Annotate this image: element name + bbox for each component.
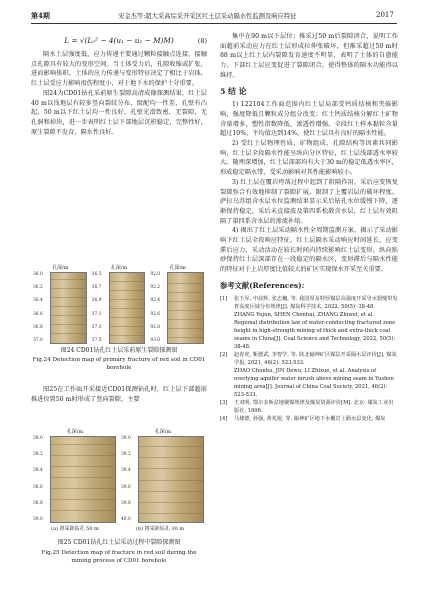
reference-number — [220, 367, 234, 399]
figure-24-caption-en: Fig.24 Detection map of primary fracture of red soil in CD01 borehole — [32, 357, 206, 371]
strip-texture-band — [51, 499, 115, 500]
depth-axis-title: 孔深/m — [52, 265, 69, 271]
strip-texture-band — [51, 477, 115, 478]
depth-axis-title: 孔深/m — [110, 265, 128, 271]
depth-tick-label: 39.6 — [121, 484, 131, 490]
depth-tick-label: 38.4 — [33, 468, 43, 474]
header-rule — [31, 23, 397, 24]
depth-tick-label: 92.6 — [150, 311, 161, 317]
borehole-image-strip — [109, 272, 146, 344]
depth-tick-label: 39.0 — [121, 436, 131, 441]
reference-number: [1] — [220, 295, 228, 302]
paragraph: 集中在90 m以下层位；推采过50 m后裂隙闭合，说明工作面超前采动应力在红土层形成拉伸张破坏，但推采超过50 m时88 m以上红土层内裂隙发育速度不明显，表明了土体的自愈能力。下部红土层应变促进了裂隙闭合，使得整体的隔水功能得以维持。 — [220, 33, 398, 79]
depth-tick-label: 39.0 — [33, 517, 43, 522]
paragraph: 图25在工作面开采接近CD01探测钻孔时，红土层下部超前推进位置50 m时形成了竖向裂隙，主要 — [31, 386, 207, 403]
reference-number: [2] — [220, 351, 228, 358]
strip-texture-band — [51, 510, 115, 511]
strip-texture-band — [139, 457, 203, 458]
reference-number: [3] — [220, 399, 228, 406]
borehole-image-strip — [50, 272, 87, 344]
depth-ticks — [33, 436, 49, 521]
depth-tick-label: 38.6 — [33, 484, 43, 490]
depth-tick-label: 39.2 — [121, 452, 131, 458]
borehole-column — [31, 428, 119, 523]
strip-texture-band — [51, 333, 86, 334]
reference-item — [220, 399, 398, 415]
conclusion-4: 4) 揭出了红土层采动隔水性全周期监测方案，揭示了采动影响下红土层全段响应特征，红土层隔水采动响应时间延长，应变滞后应力，采动活动在较长时间内持续影响红土层变形。纵向贴砂保持红土层深部存在一段稳定的隔水区，变形滞后与隔水性能的特征对于上岩厚度比值较大的矿区实现保水开采至关重要。 — [220, 227, 398, 274]
figure-24 — [31, 264, 207, 344]
depth-tick-label: 36.4 — [33, 298, 43, 304]
depth-tick-label: 92.0 — [150, 272, 161, 277]
paragraph: 隔水土层强度低，应力传递主要通过颗粒接触点连接，接触点孔隙具有较大的变形空间。当土体受力后，孔隙收缩或扩张，进而影响体积。土体的应力传递与变形特征决定了相比于岩体，红土层受应力影响很伤程度小，对于地下水的保护十分重要。 — [31, 51, 207, 88]
figure-25-sublabel-a: (a) 推采距钻孔 50 m — [51, 526, 99, 532]
formula-number: (8) — [197, 37, 207, 45]
conclusion-1: 1) 122104工作面范围内红土层局部受钙质结核和夹砾影响，强度降低且颗粒成分组分改变；红土钙质结核分解红土矿物含量增多，塑性指数降低，渗透性增强。全段红土样本黏粒含量超过10%，平均值达到14%，使红土层具有良好的隔水性能。 — [220, 101, 398, 138]
paragraph: 图24为CD01钻孔采前原生裂隙高清成像探测结果，红土层40 m以浅地层有较多竖向裂纹分布，级配均一性差，孔壁有凸起，50 m以下红土层均一性良好，孔壁光滑致密，无裂隙，无孔洞和掉块，进一步表明红土层下部地层沉积稳定，完整性好，原生裂隙不发育，隔水性良好。 — [31, 89, 207, 136]
conclusion-3: 3) 红土层在覆岩垮落过程中起到了阻隔作用，采后应变恢复裂隙弥合有效地抑制了裂隙扩展，限制了上覆岩层的破坏程度。萨拉乌苏组含水层水位监测结果显示采后钻孔水位缓慢下降，逐渐保持稳定，采后未直接波及第四系松散含水层，红土层有效阻隔了第四系含水层的渗流补给。 — [220, 178, 398, 225]
depth-axis-title: 孔深/m — [169, 265, 186, 271]
depth-tick-label: 39.4 — [121, 468, 131, 474]
reference-item — [220, 415, 398, 423]
reference-list — [220, 295, 398, 423]
reference-text: 马雄德, 孙强, 黄兆锟, 等. 榆神矿区地下水覆岩上隔水层变化, 煤炭 — [234, 415, 386, 422]
left-column-lower — [31, 385, 207, 404]
reference-item — [220, 295, 398, 311]
depth-tick-label: 37.0 — [33, 338, 43, 343]
depth-tick-label: 36.2 — [33, 285, 43, 291]
strip-texture-band — [168, 328, 203, 329]
reference-item — [220, 311, 398, 351]
figure-25-caption-en: Fig.25 Detection map of fracture in red soil during the mining process of CD01 borehole — [41, 550, 197, 564]
figure-25-sublabel-b: (b) 推采距钻孔 30 m — [136, 526, 184, 532]
figure-25-caption-cn: 图25 CD01钻孔红土层采动过程中裂隙探测图 — [57, 539, 181, 546]
borehole-column — [90, 264, 149, 344]
strip-texture-band — [51, 288, 86, 289]
borehole-image-strip — [50, 436, 116, 523]
borehole-image-strip — [138, 436, 204, 523]
depth-tick-label: 37.1 — [91, 311, 102, 317]
strip-texture-band — [168, 301, 203, 302]
strip-texture-band — [168, 283, 203, 284]
borehole-column — [148, 264, 207, 344]
strip-texture-band — [51, 488, 115, 489]
strip-texture-band — [110, 308, 145, 309]
depth-tick-label: 36.8 — [33, 324, 43, 330]
reference-text: 王双明. 鄂尔多斯盆地聚煤规律及煤炭资源评价[M]. 北京: 煤炭工业出版社, 1996. — [234, 399, 394, 414]
reference-text: ZHANG Yujun, SHEN Chenhui, ZHANG Zhiwei, et al. Regional distribution law of water-conducting fractured zone height in high-strength mining of thick and extra-thick coal seams in China[J]. Coal Science and Technology, 2022, 50(5): 38-48. — [234, 311, 396, 350]
figure-24-caption-cn: 图24 CD01钻孔红土层采前原生裂隙探测图 — [60, 347, 178, 354]
strip-texture-band — [139, 502, 203, 503]
formula-text: L = √(L₀² − 4(u₁ − u₂ − M)M) — [64, 36, 174, 45]
strip-texture-band — [51, 455, 115, 456]
strip-texture-band — [168, 310, 203, 311]
strip-texture-band — [110, 326, 145, 327]
borehole-image-strip — [167, 272, 204, 344]
strip-texture-band — [51, 444, 115, 445]
depth-tick-label: 92.8 — [150, 324, 161, 330]
strip-texture-band — [51, 315, 86, 316]
strip-texture-band — [110, 299, 145, 300]
right-column — [220, 32, 398, 423]
strip-texture-band — [168, 337, 203, 338]
reference-number: [4] — [220, 415, 228, 422]
page-header — [0, 0, 427, 28]
reference-number — [220, 311, 234, 351]
strip-texture-band — [110, 335, 145, 336]
strip-texture-band — [139, 491, 203, 492]
depth-ticks — [92, 272, 108, 342]
depth-ticks — [150, 272, 166, 342]
depth-tick-label: 36.0 — [33, 272, 43, 277]
strip-texture-band — [139, 446, 203, 447]
strip-texture-band — [168, 292, 203, 293]
figure-25 — [31, 428, 207, 523]
depth-ticks — [121, 436, 137, 521]
reference-text: 赵春虎, 靳德武, 李智学, 等. 陕北榆神矿区煤层开采隔水层评价[J]. 煤炭学报, 2021, 46(2): 523-533. — [234, 351, 397, 366]
depth-tick-label: 36.9 — [91, 298, 102, 304]
depth-tick-label: 36.5 — [91, 272, 102, 277]
strip-texture-band — [139, 480, 203, 481]
issue-label: 第4期 — [31, 11, 50, 20]
depth-tick-label: 40.0 — [121, 517, 131, 522]
depth-tick-label: 37.5 — [91, 338, 102, 343]
references-title: 参考文献(References): — [220, 280, 305, 290]
strip-texture-band — [51, 324, 86, 325]
page-number: 2017 — [376, 11, 394, 19]
depth-tick-label: 39.8 — [121, 500, 131, 506]
depth-tick-label: 36.7 — [91, 285, 102, 291]
depth-axis-title: 孔深/m — [66, 429, 84, 435]
depth-tick-label: 37.3 — [91, 324, 102, 330]
reference-text: 张玉军, 申晨辉, 张志巍, 等. 我国厚及特厚煤层高强度开采导水裂缝带发育高度区域分布规律[J]. 煤炭科学技术, 2022, 50(5): 38-48. — [234, 295, 398, 310]
strip-texture-band — [51, 279, 86, 280]
running-title: 宋金杰等:超大采高综采开采区红土层采动隔水性监测及响应特征 — [118, 13, 297, 20]
conclusion-2: 2) 受红土层物理性质、矿物组成、孔隙结构等因素共同影响，红土层全段隔水性能呈纵向分区特征，红土层浅部透水率较大。随埋深增加，红土层深部均有大于30 m的稳定低透水率区，形成稳定隔水带，受采动影响对其性能影响较小。 — [220, 140, 398, 177]
depth-tick-label: 92.2 — [150, 285, 161, 291]
strip-texture-band — [110, 290, 145, 291]
depth-tick-label: 38.0 — [33, 436, 43, 441]
reference-item — [220, 351, 398, 367]
borehole-column — [31, 264, 90, 344]
depth-tick-label: 38.8 — [33, 500, 43, 506]
formula-8 — [31, 32, 207, 50]
depth-tick-label: 93.0 — [150, 338, 161, 343]
section-title: 5 结 论 — [220, 86, 247, 96]
strip-texture-band — [51, 297, 86, 298]
strip-texture-band — [110, 281, 145, 282]
depth-ticks — [33, 272, 49, 342]
borehole-column — [119, 428, 207, 523]
strip-texture-band — [139, 468, 203, 469]
strip-texture-band — [168, 319, 203, 320]
strip-texture-band — [51, 466, 115, 467]
depth-axis-title: 孔深/m — [154, 429, 172, 435]
left-column — [31, 32, 207, 137]
reference-item — [220, 367, 398, 399]
strip-texture-band — [110, 317, 145, 318]
strip-texture-band — [51, 306, 86, 307]
strip-texture-band — [139, 513, 203, 514]
depth-tick-label: 38.2 — [33, 452, 43, 458]
reference-text: ZHAO Chunhu, JIN Dewu, LI Zhixue, et al. Analysis of overlying aquifer water inrush above mining seam in Yushen mining area[J]. Journal of China Coal Society, 2021, 46(2): 523-533. — [234, 367, 394, 398]
depth-tick-label: 36.6 — [33, 311, 43, 317]
depth-tick-label: 92.4 — [150, 298, 161, 304]
